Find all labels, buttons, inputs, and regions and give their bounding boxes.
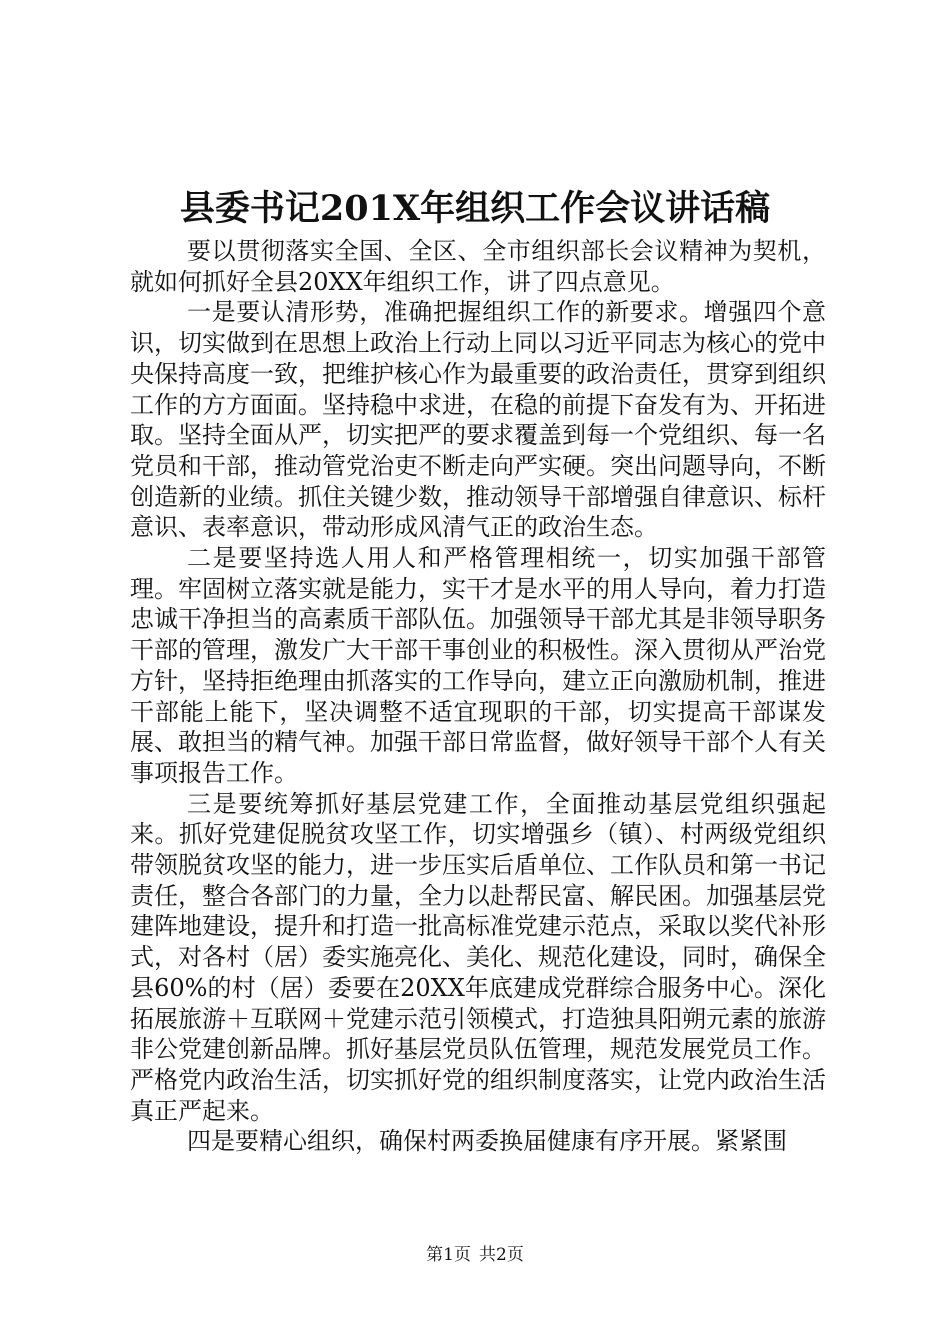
page-number: 第1页: [426, 1245, 471, 1265]
paragraph-intro: 要以贯彻落实全国、全区、全市组织部长会议精神为契机，就如何抓好全县20XX年组织工作，讲了四点意见。: [130, 237, 826, 296]
page-total: 共2页: [479, 1245, 524, 1265]
paragraph-point-four: 四是要精心组织，确保村两委换届健康有序开展。紧紧围: [187, 1127, 787, 1156]
page-footer: [0, 1244, 950, 1266]
document-body: [130, 236, 826, 1157]
paragraph-point-three: 三是要统筹抓好基层党建工作，全面推动基层党组织强起来。抓好党建促脱贫攻坚工作，切实增强乡（镇）、村两级党组织带领脱贫攻坚的能力，进一步压实后盾单位、工作队员和第一书记责任，整合各部门的力量，全力以赴帮民富、解民困。加强基层党建阵地建设，提升和打造一批高标准党建示范点，采取以奖代补形式，对各村（居）委实施亮化、美化、规范化建设，同时，确保全县60%的村（居）委要在20XX年底建成党群综合服务中心。深化拓展旅游＋互联网＋党建示范引领模式，打造独具阳朔元素的旅游非公党建创新品牌。抓好基层党员队伍管理，规范发展党员工作。严格党内政治生活，切实抓好党的组织制度落实，让党内政治生活真正严起来。: [130, 789, 826, 1125]
paragraph-point-one: 一是要认清形势，准确把握组织工作的新要求。增强四个意识，切实做到在思想上政治上行动上同以习近平同志为核心的党中央保持高度一致，把维护核心作为最重要的政治责任，贯穿到组织工作的方方面面。坚持稳中求进，在稳的前提下奋发有为、开拓进取。坚持全面从严，切实把严的要求覆盖到每一个党组织、每一名党员和干部，推动管党治吏不断走向严实硬。突出问题导向，不断创造新的业绩。抓住关键少数，推动领导干部增强自律意识、标杆意识、表率意识，带动形成风清气正的政治生态。: [130, 298, 826, 542]
document-title: 县委书记201X年组织工作会议讲话稿: [179, 188, 771, 229]
paragraph-point-two: 二是要坚持选人用人和严格管理相统一，切实加强干部管理。牢固树立落实就是能力，实干才是水平的用人导向，着力打造忠诚干净担当的高素质干部队伍。加强领导干部尤其是非领导职务干部的管理，激发广大干部干事创业的积极性。深入贯彻从严治党方针，坚持拒绝理由抓落实的工作导向，建立正向激励机制，推进干部能上能下，坚决调整不适宜现职的干部，切实提高干部谋发展、敢担当的精气神。加强干部日常监督，做好领导干部个人有关事项报告工作。: [130, 544, 826, 787]
